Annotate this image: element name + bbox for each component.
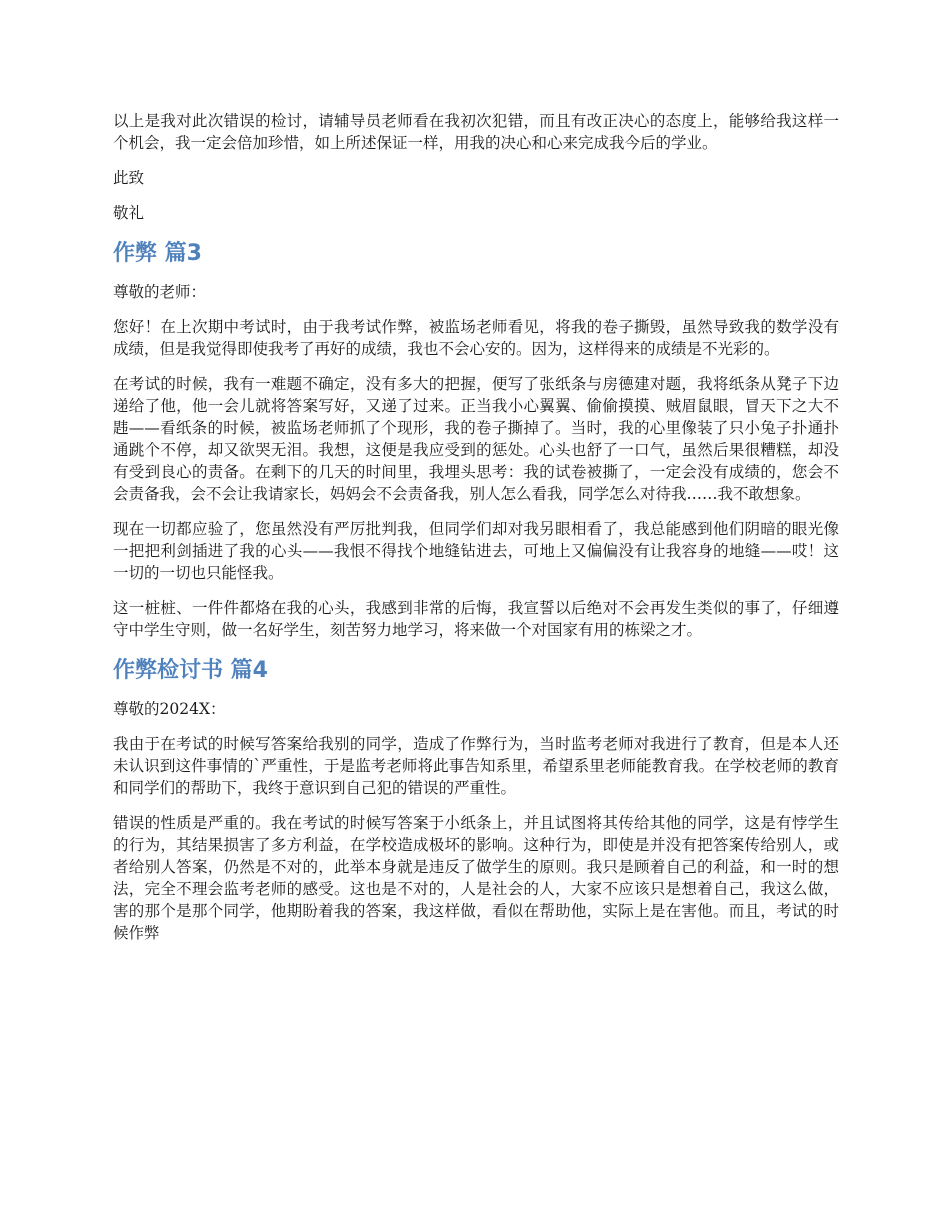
body-paragraph: 错误的性质是严重的。我在考试的时候写答案于小纸条上，并且试图将其传给其他的同学，这是有悖学生的行为，其结果损害了多方利益，在学校造成极坏的影响。这种行为，即使是并没有把答案传给别人，或者给别人答案，仍然是不对的，此举本身就是违反了做学生的原则。我只是顾着自己的利益，和一时的想法，完全不理会监考老师的感受。这也是不对的，人是社会的人，大家不应该只是想着自己，我这么做，害的那个是那个同学，他期盼着我的答案，我这样做，看似在帮助他，实际上是在害他。而且，考试的时候作弊 bbox=[113, 814, 839, 942]
greeting: 尊敬的2024X： bbox=[113, 700, 226, 718]
body-paragraph: 在考试的时候，我有一难题不确定，没有多大的把握，便写了张纸条与房德建对题，我将纸条从凳子下边递给了他，他一会儿就将答案写好，又递了过来。正当我小心翼翼、偷偷摸摸、贼眉鼠眼，冒天下之大不韪——看纸条的时候，被监场老师抓了个现形，我的卷子撕掉了。当时，我的心里像装了只小兔子扑通扑通跳个不停，却又欲哭无泪。我想，这便是我应受到的惩处。心头也舒了一口气，虽然后果很糟糕，却没有受到良心的责备。在剩下的几天的时间里，我埋头思考：我的试卷被撕了，一定会没有成绩的，您会不会责备我，会不会让我请家长，妈妈会不会责备我，别人怎么看我，同学怎么对待我……我不敢想象。 bbox=[113, 375, 839, 503]
section-heading: 作弊检讨书 篇4 bbox=[113, 658, 268, 683]
body-paragraph: 这一桩桩、一件件都烙在我的心头，我感到非常的后悔，我宣誓以后绝对不会再发生类似的事了，仔细遵守中学生守则，做一名好学生，刻苦努力地学习，将来做一个对国家有用的栋梁之才。 bbox=[113, 599, 839, 639]
body-paragraph: 以上是我对此次错误的检讨，请辅导员老师看在我初次犯错，而且有改正决心的态度上，能够给我这样一个机会，我一定会倍加珍惜，如上所述保证一样，用我的决心和心来完成我今后的学业。 bbox=[113, 112, 839, 152]
section-heading: 作弊 篇3 bbox=[113, 241, 202, 266]
greeting: 尊敬的老师： bbox=[113, 283, 207, 301]
closing-regards: 敬礼 bbox=[113, 204, 145, 222]
body-paragraph: 您好！在上次期中考试时，由于我考试作弊，被监场老师看见，将我的卷子撕毁，虽然导致我的数学没有成绩，但是我觉得即使我考了再好的成绩，我也不会心安的。因为，这样得来的成绩是不光彩的。 bbox=[113, 318, 839, 358]
body-paragraph: 现在一切都应验了，您虽然没有严厉批判我，但同学们却对我另眼相看了，我总能感到他们阴暗的眼光像一把把利剑插进了我的心头——我恨不得找个地缝钻进去，可地上又偏偏没有让我容身的地缝——哎！这一切的一切也只能怪我。 bbox=[113, 520, 839, 582]
closing-salutation: 此致 bbox=[113, 169, 145, 187]
body-paragraph: 我由于在考试的时候写答案给我别的同学，造成了作弊行为，当时监考老师对我进行了教育，但是本人还未认识到这件事情的`严重性，于是监考老师将此事告知系里，希望系里老师能教育我。在学校老师的教育和同学们的帮助下，我终于意识到自己犯的错误的严重性。 bbox=[113, 735, 839, 797]
document-page bbox=[113, 110, 839, 957]
